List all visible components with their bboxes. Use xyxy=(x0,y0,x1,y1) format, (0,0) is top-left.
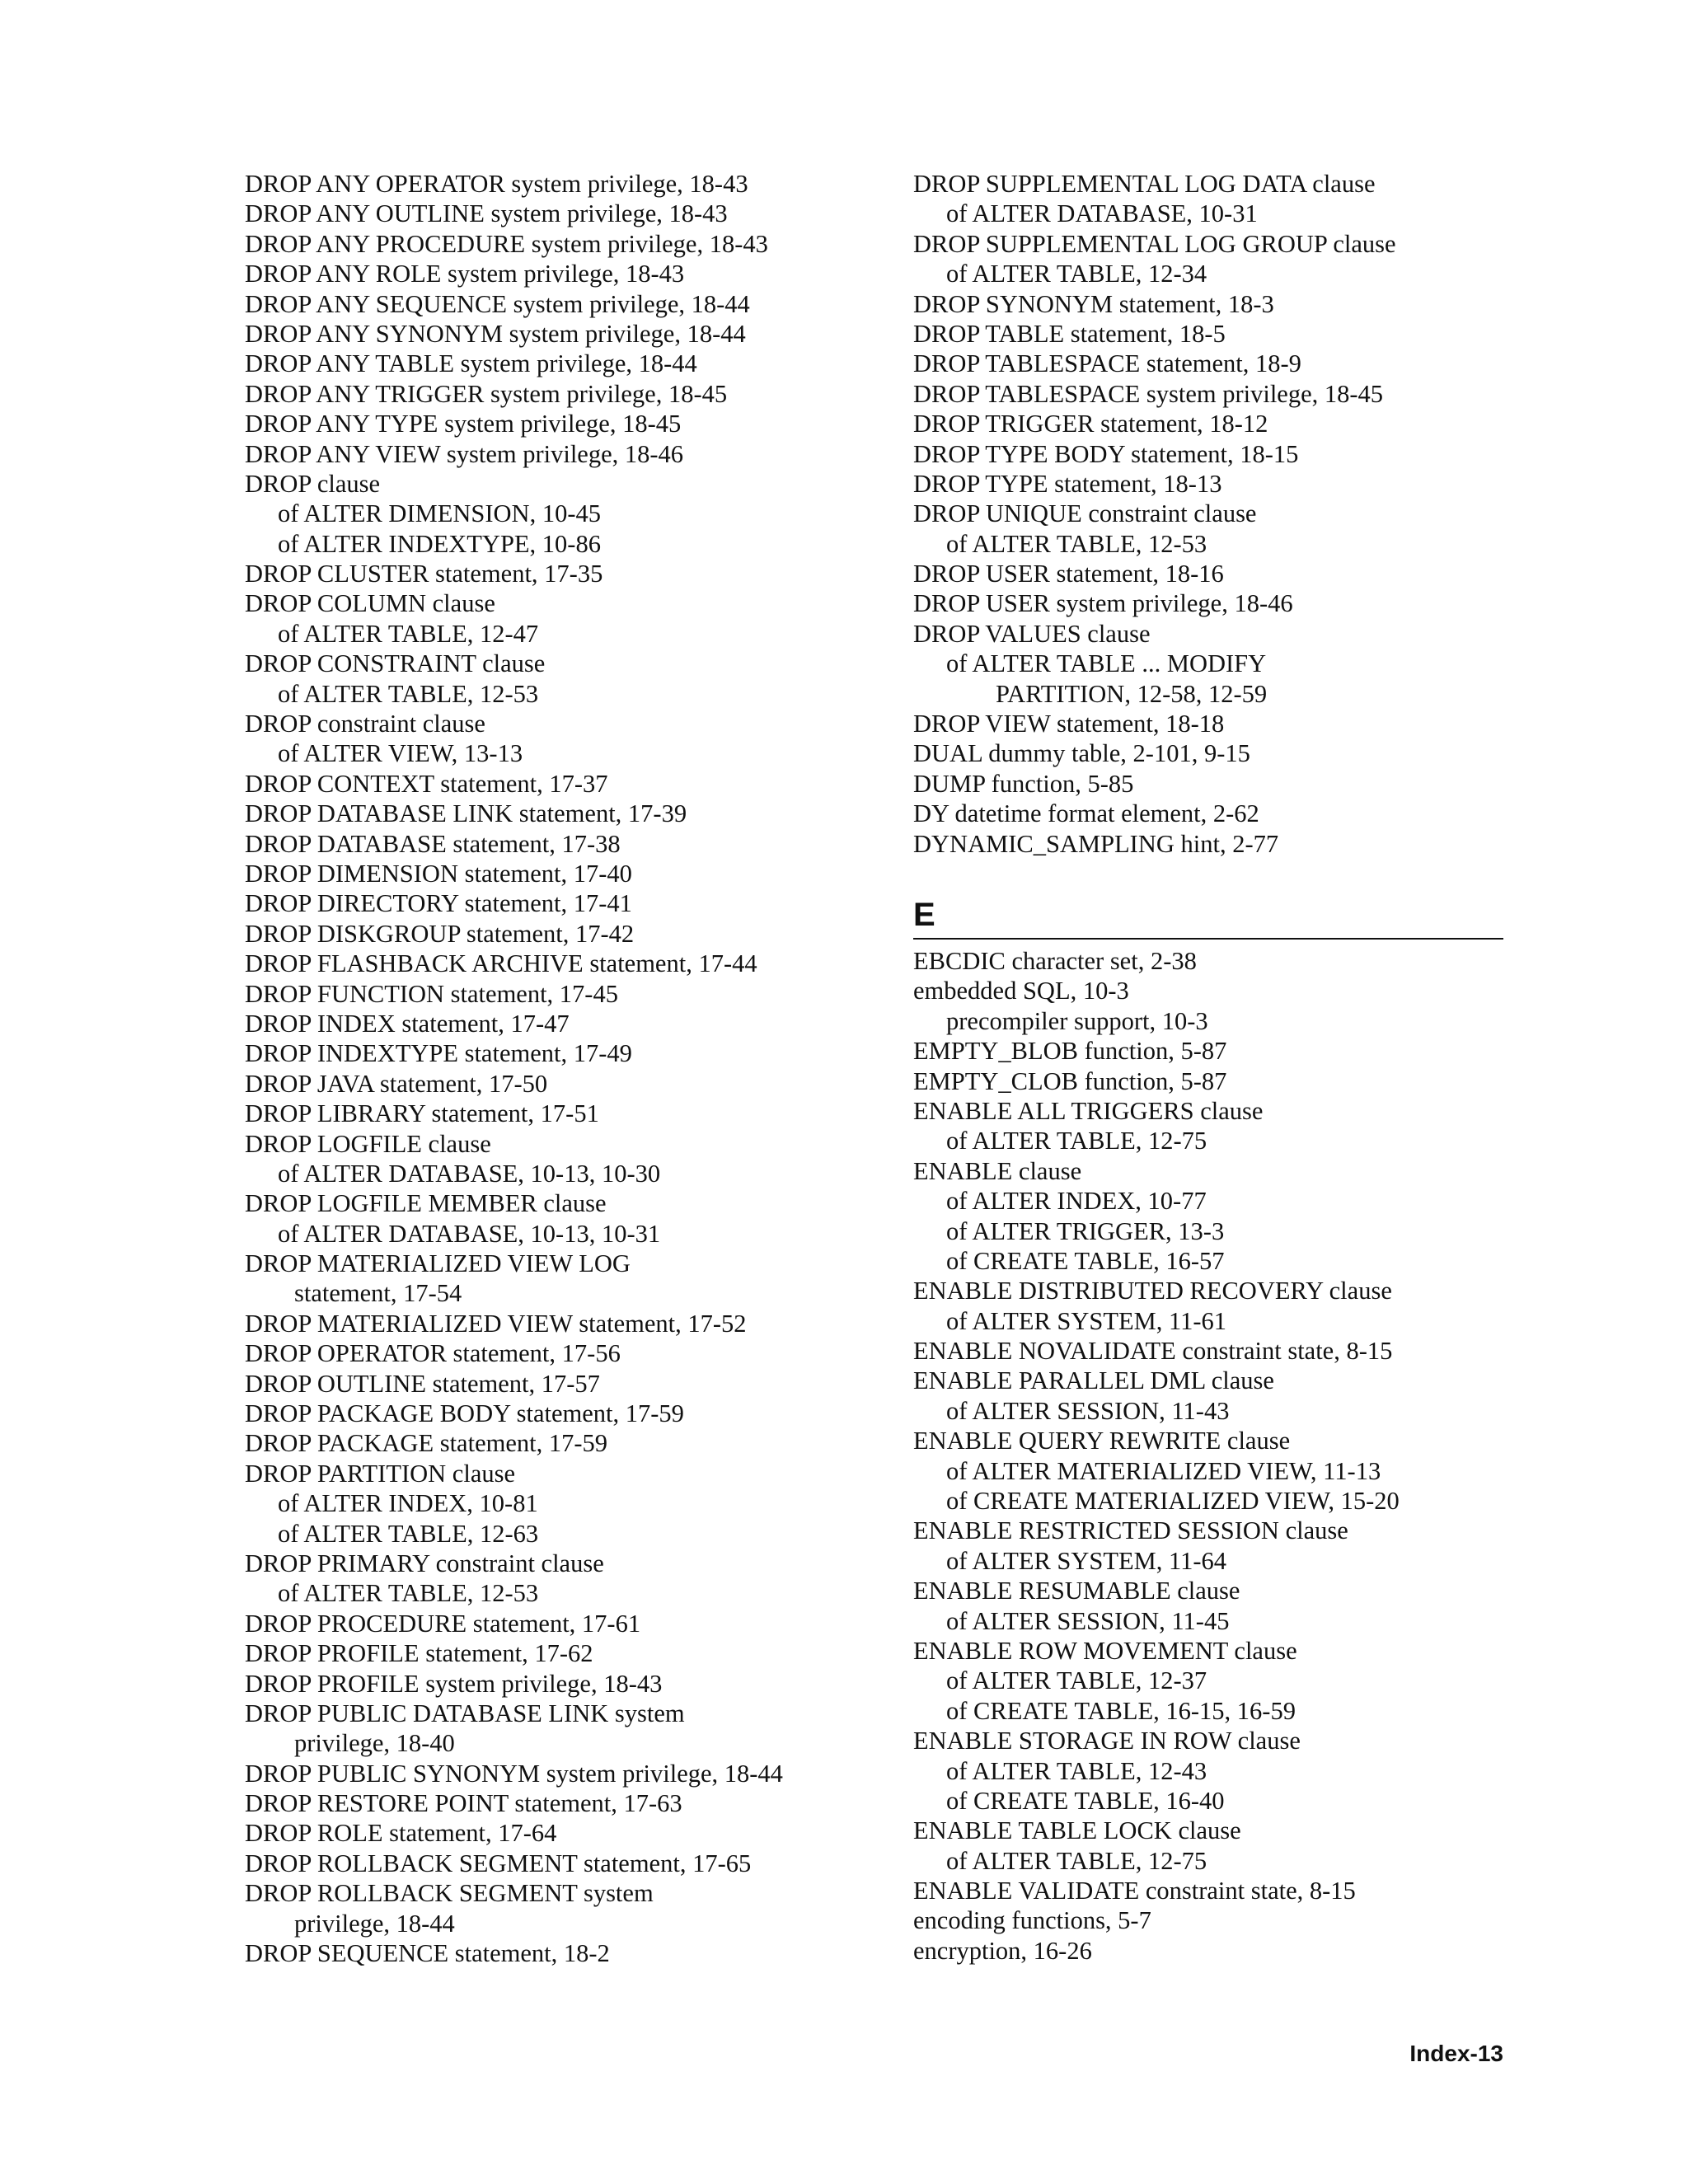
index-subentry: of ALTER INDEX, 10-81 xyxy=(278,1489,538,1518)
index-subentry: precompiler support, 10-3 xyxy=(946,1006,1208,1035)
index-entry: DROP PRIMARY constraint clause xyxy=(245,1549,604,1577)
index-entry: DROP ANY TABLE system privilege, 18-44 xyxy=(245,349,697,378)
index-subentry: privilege, 18-44 xyxy=(294,1909,455,1938)
index-entry: DROP DIRECTORY statement, 17-41 xyxy=(245,889,632,918)
index-subentry: of CREATE MATERIALIZED VIEW, 15-20 xyxy=(946,1487,1400,1516)
index-entry: EMPTY_BLOB function, 5-87 xyxy=(913,1037,1227,1066)
index-entry: DROP PROCEDURE statement, 17-61 xyxy=(245,1609,641,1638)
index-subentry: of ALTER SESSION, 11-45 xyxy=(946,1606,1230,1635)
index-entry: DROP LIBRARY statement, 17-51 xyxy=(245,1099,599,1128)
index-entry: encryption, 16-26 xyxy=(913,1936,1092,1965)
index-subentry: of ALTER TABLE, 12-53 xyxy=(946,529,1207,558)
index-entry: DROP LOGFILE clause xyxy=(245,1129,491,1158)
index-section-e xyxy=(913,895,1503,1966)
index-entry: DY datetime format element, 2-62 xyxy=(913,799,1259,828)
index-entry: DROP ANY VIEW system privilege, 18-46 xyxy=(245,439,684,468)
index-entry: DROP TABLE statement, 18-5 xyxy=(913,319,1226,348)
index-entry: DROP MATERIALIZED VIEW statement, 17-52 xyxy=(245,1309,747,1338)
index-subentry: of ALTER DIMENSION, 10-45 xyxy=(278,499,601,528)
index-entry: DROP USER statement, 18-16 xyxy=(913,560,1224,588)
index-entries-e xyxy=(913,946,1503,1966)
index-entry: ENABLE RESUMABLE clause xyxy=(913,1577,1240,1605)
index-entry: ENABLE RESTRICTED SESSION clause xyxy=(913,1516,1348,1545)
index-entry: ENABLE STORAGE IN ROW clause xyxy=(913,1727,1301,1755)
index-entry: DROP OPERATOR statement, 17-56 xyxy=(245,1339,621,1368)
index-entry: DROP SUPPLEMENTAL LOG GROUP clause xyxy=(913,229,1396,258)
index-subentry: of ALTER DATABASE, 10-13, 10-30 xyxy=(278,1159,661,1188)
index-subentry: of ALTER TABLE, 12-43 xyxy=(946,1756,1207,1785)
index-entry: DROP TABLESPACE statement, 18-9 xyxy=(913,349,1301,378)
index-subentry: of ALTER TABLE, 12-63 xyxy=(278,1519,539,1548)
index-entry: DROP SEQUENCE statement, 18-2 xyxy=(245,1939,610,1968)
index-entry: DROP ANY PROCEDURE system privilege, 18-43 xyxy=(245,229,768,258)
index-entry: DROP PROFILE system privilege, 18-43 xyxy=(245,1669,663,1698)
index-entry: ENABLE VALIDATE constraint state, 8-15 xyxy=(913,1877,1356,1905)
index-entry: DROP CLUSTER statement, 17-35 xyxy=(245,560,603,588)
index-entry: DROP DIMENSION statement, 17-40 xyxy=(245,859,632,888)
index-subentry: of ALTER INDEX, 10-77 xyxy=(946,1187,1207,1216)
index-entry: DROP TYPE BODY statement, 18-15 xyxy=(913,439,1299,468)
page-number: Index-13 xyxy=(1409,2041,1503,2066)
index-entry: ENABLE NOVALIDATE constraint state, 8-15 xyxy=(913,1337,1393,1366)
index-entry: DROP PUBLIC SYNONYM system privilege, 18-44 xyxy=(245,1759,783,1788)
index-entry: ENABLE clause xyxy=(913,1156,1082,1185)
index-entry: DROP MATERIALIZED VIEW LOG xyxy=(245,1249,631,1278)
index-entry: encoding functions, 5-7 xyxy=(913,1906,1151,1935)
index-entry: DROP ANY SEQUENCE system privilege, 18-44 xyxy=(245,289,750,318)
index-subentry: of ALTER TABLE, 12-34 xyxy=(946,260,1207,288)
index-subentry: of CREATE TABLE, 16-57 xyxy=(946,1246,1225,1275)
index-entry: DROP PACKAGE statement, 17-59 xyxy=(245,1429,608,1458)
index-entry: ENABLE DISTRIBUTED RECOVERY clause xyxy=(913,1277,1392,1305)
index-entry: DROP ROLLBACK SEGMENT statement, 17-65 xyxy=(245,1849,752,1877)
index-entry: ENABLE ALL TRIGGERS clause xyxy=(913,1096,1264,1125)
index-entry: DROP DATABASE LINK statement, 17-39 xyxy=(245,799,687,828)
section-heading: E xyxy=(913,895,1503,940)
index-entry: DROP VALUES clause xyxy=(913,619,1151,648)
index-subentry: of ALTER SYSTEM, 11-61 xyxy=(946,1306,1227,1335)
index-entry: DROP FUNCTION statement, 17-45 xyxy=(245,979,618,1008)
index-entry: DROP ROLLBACK SEGMENT system xyxy=(245,1879,654,1908)
index-entry: DROP RESTORE POINT statement, 17-63 xyxy=(245,1789,682,1818)
index-subentry: of ALTER TABLE, 12-47 xyxy=(278,619,539,648)
index-entry: DROP OUTLINE statement, 17-57 xyxy=(245,1369,600,1398)
index-entry: DROP JAVA statement, 17-50 xyxy=(245,1069,548,1098)
index-entry: DUAL dummy table, 2-101, 9-15 xyxy=(913,739,1250,768)
index-entry: DROP ANY TYPE system privilege, 18-45 xyxy=(245,410,682,438)
index-subentry: of ALTER TABLE, 12-37 xyxy=(946,1666,1207,1695)
index-subentry: of CREATE TABLE, 16-40 xyxy=(946,1786,1225,1815)
index-entry: DROP SYNONYM statement, 18-3 xyxy=(913,289,1274,318)
index-subentry: of ALTER SYSTEM, 11-64 xyxy=(946,1546,1227,1575)
index-subentry: of ALTER TABLE, 12-53 xyxy=(278,1579,539,1608)
index-entry: ENABLE PARALLEL DML clause xyxy=(913,1366,1274,1395)
index-column-left xyxy=(245,169,871,1968)
index-entry: ENABLE TABLE LOCK clause xyxy=(913,1816,1241,1845)
index-entry: DROP CONSTRAINT clause xyxy=(245,649,546,678)
index-entry: DROP constraint clause xyxy=(245,710,485,738)
index-entry: DROP clause xyxy=(245,469,381,498)
index-entry: DROP USER system privilege, 18-46 xyxy=(913,589,1293,618)
index-subentry: of ALTER MATERIALIZED VIEW, 11-13 xyxy=(946,1456,1381,1485)
index-entry: DROP CONTEXT statement, 17-37 xyxy=(245,769,608,798)
index-entry: DROP INDEX statement, 17-47 xyxy=(245,1009,570,1038)
index-entry: DROP PARTITION clause xyxy=(245,1459,516,1488)
index-column-right xyxy=(913,169,1503,1966)
index-entry: embedded SQL, 10-3 xyxy=(913,977,1129,1005)
index-entry: DROP TYPE statement, 18-13 xyxy=(913,469,1222,498)
index-entry: ENABLE ROW MOVEMENT clause xyxy=(913,1636,1297,1665)
index-entry: DROP PUBLIC DATABASE LINK system xyxy=(245,1699,685,1727)
index-entry: DROP COLUMN clause xyxy=(245,589,495,618)
index-subentry: of ALTER TRIGGER, 13-3 xyxy=(946,1216,1225,1245)
index-subentry: of ALTER INDEXTYPE, 10-86 xyxy=(278,529,601,558)
index-entry: DROP TABLESPACE system privilege, 18-45 xyxy=(913,379,1384,408)
index-entry: DROP ANY TRIGGER system privilege, 18-45 xyxy=(245,379,728,408)
index-entry: DROP DATABASE statement, 17-38 xyxy=(245,829,621,858)
index-subentry: privilege, 18-40 xyxy=(294,1729,455,1758)
index-entry: DROP UNIQUE constraint clause xyxy=(913,499,1257,528)
index-entry: EMPTY_CLOB function, 5-87 xyxy=(913,1066,1227,1095)
index-entry: DROP SUPPLEMENTAL LOG DATA clause xyxy=(913,170,1376,198)
index-subentry: of CREATE TABLE, 16-15, 16-59 xyxy=(946,1696,1296,1725)
index-subentry: of ALTER DATABASE, 10-31 xyxy=(946,199,1258,228)
index-entry: DROP PACKAGE BODY statement, 17-59 xyxy=(245,1399,684,1428)
index-entry: DYNAMIC_SAMPLING hint, 2-77 xyxy=(913,829,1279,858)
index-entry: DROP ANY OPERATOR system privilege, 18-43 xyxy=(245,170,748,198)
index-entry: DROP VIEW statement, 18-18 xyxy=(913,710,1225,738)
index-entry: DROP FLASHBACK ARCHIVE statement, 17-44 xyxy=(245,949,757,978)
index-subentry: of ALTER TABLE ... MODIFY xyxy=(946,649,1267,678)
index-entry: DROP DISKGROUP statement, 17-42 xyxy=(245,919,635,948)
index-subentry: of ALTER TABLE, 12-75 xyxy=(946,1846,1207,1875)
index-subentry: of ALTER TABLE, 12-75 xyxy=(946,1127,1207,1155)
index-entry: DROP ROLE statement, 17-64 xyxy=(245,1819,557,1848)
index-entry: DROP LOGFILE MEMBER clause xyxy=(245,1189,607,1218)
index-subentry: PARTITION, 12-58, 12-59 xyxy=(996,679,1268,708)
index-entry: ENABLE QUERY REWRITE clause xyxy=(913,1427,1291,1455)
index-entries-d-continued xyxy=(913,169,1503,859)
index-entry: DROP INDEXTYPE statement, 17-49 xyxy=(245,1039,632,1068)
index-subentry: of ALTER SESSION, 11-43 xyxy=(946,1396,1230,1425)
index-entry: DUMP function, 5-85 xyxy=(913,769,1134,798)
index-subentry: of ALTER DATABASE, 10-13, 10-31 xyxy=(278,1219,661,1248)
index-entry: DROP ANY ROLE system privilege, 18-43 xyxy=(245,260,685,288)
index-subentry: statement, 17-54 xyxy=(294,1279,462,1308)
index-entry: DROP ANY SYNONYM system privilege, 18-44 xyxy=(245,319,746,348)
index-entry: DROP TRIGGER statement, 18-12 xyxy=(913,410,1268,438)
index-entry: DROP PROFILE statement, 17-62 xyxy=(245,1639,593,1668)
index-entry: DROP ANY OUTLINE system privilege, 18-43 xyxy=(245,199,728,228)
index-subentry: of ALTER VIEW, 13-13 xyxy=(278,739,523,768)
index-entry: EBCDIC character set, 2-38 xyxy=(913,946,1197,975)
index-subentry: of ALTER TABLE, 12-53 xyxy=(278,679,539,708)
